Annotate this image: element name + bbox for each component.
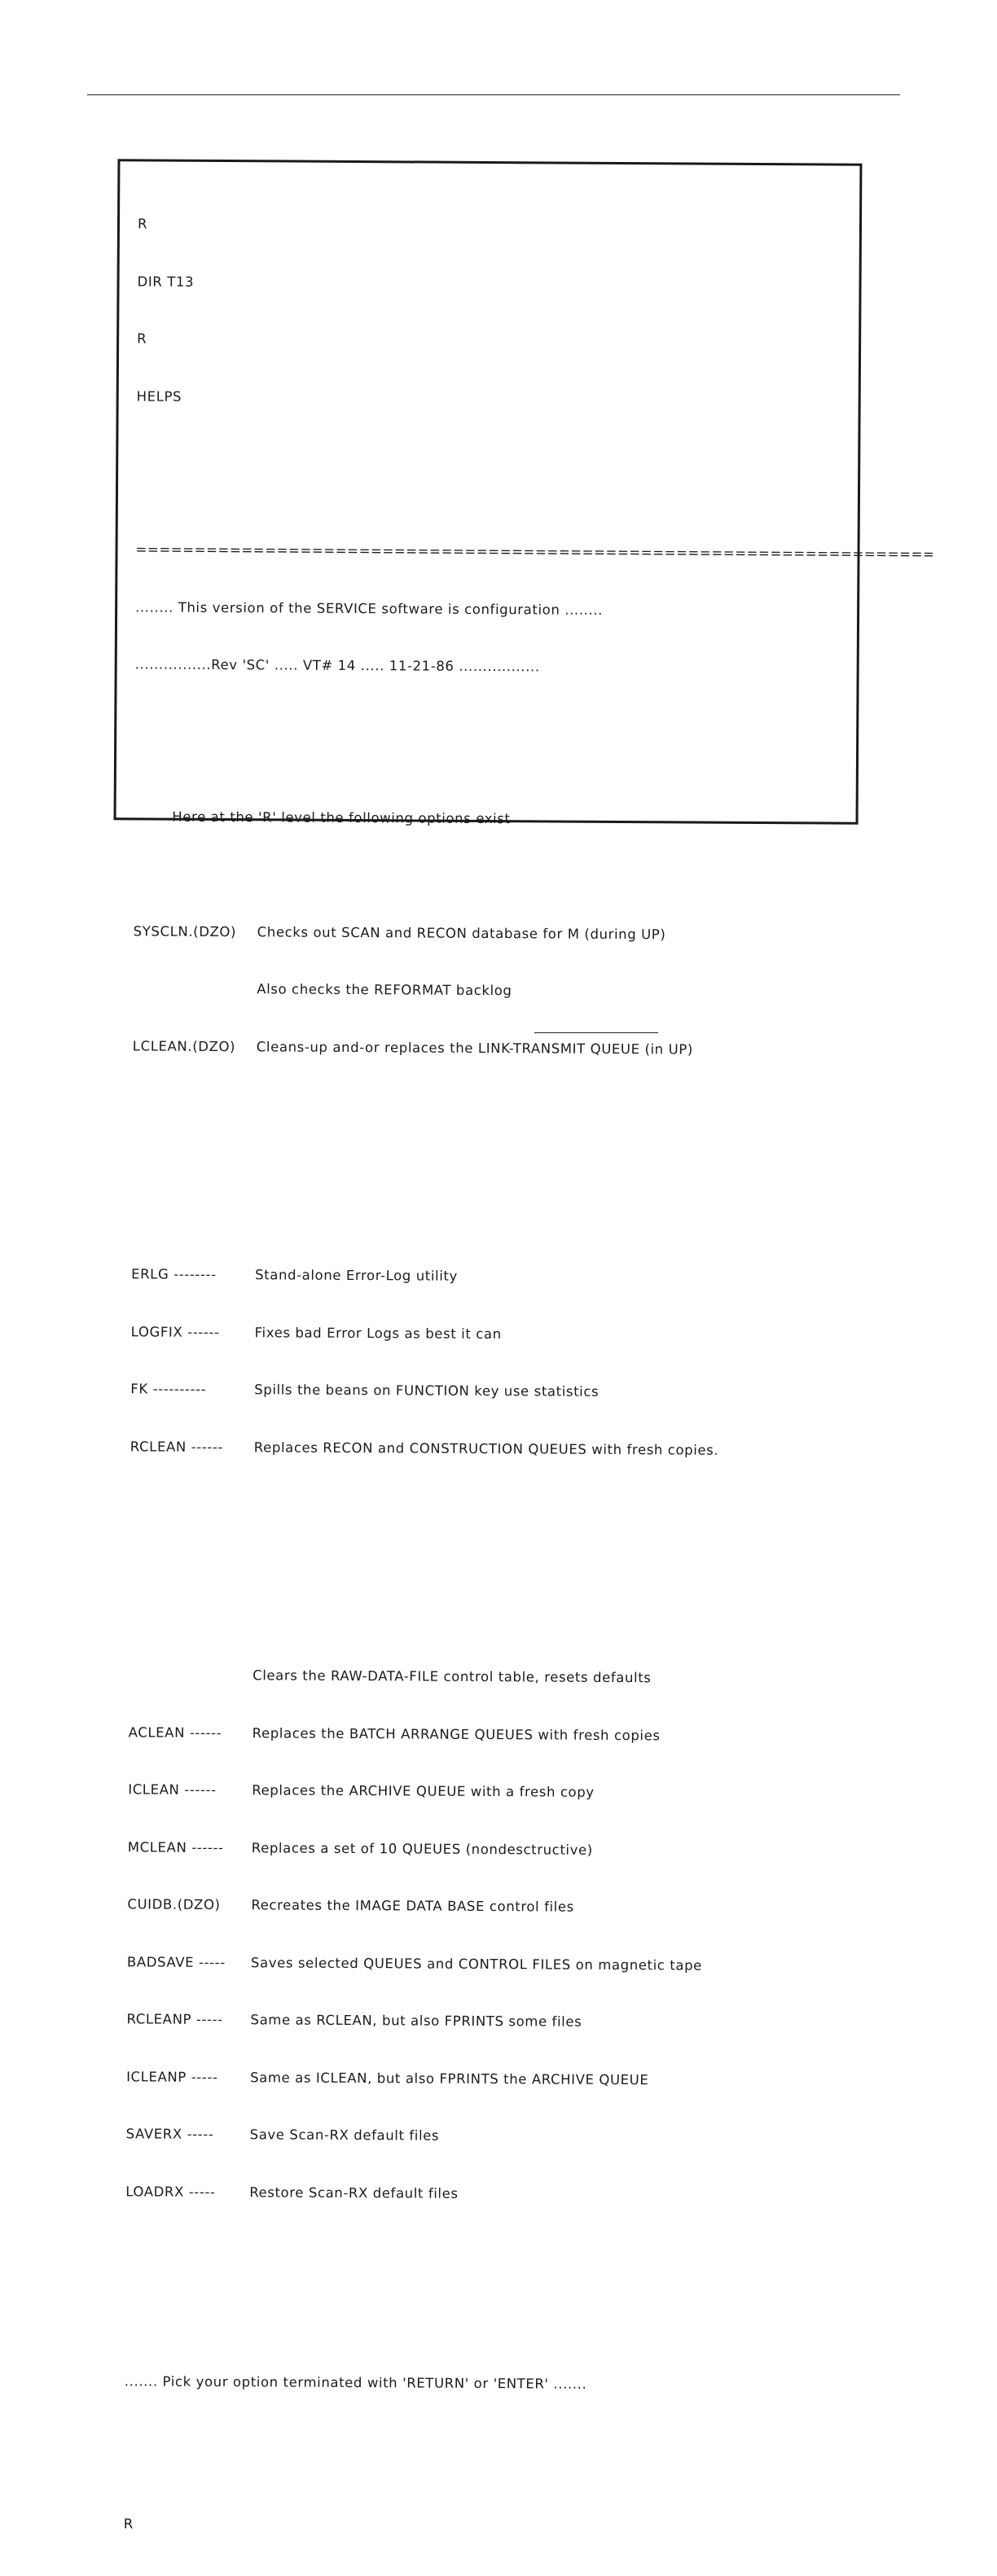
footer-rule [534,1032,658,1033]
option-group-1 [132,883,847,1098]
option-desc: Replaces a set of 10 QUEUES (nondesctructive) [251,1839,593,1858]
option-key [133,992,257,993]
option-key: FK ---------- [130,1381,207,1397]
option-row [126,2009,840,2033]
option-row [125,2182,839,2206]
option-desc: Spills the beans on FUNCTION key use statistics [254,1382,600,1400]
option-desc: Save Scan-RX default files [249,2127,440,2144]
intro-text: Here at the 'R' level the following options exist [172,808,511,826]
option-row [131,1264,845,1288]
option-key: ACLEAN ------ [128,1724,222,1741]
option-key: ERLG -------- [131,1266,217,1282]
option-desc: Replaces RECON and CONSTRUCTION QUEUES with fresh copies. [253,1439,719,1458]
prompt-line: DIR T13 [137,273,195,290]
option-key: ICLEAN ------ [128,1781,217,1798]
option-desc: Also checks the REFORMAT backlog [257,981,512,999]
option-row [126,2067,840,2091]
terminal-output [123,176,935,2575]
option-desc: Saves selected QUEUES and CONTROL FILES on magnetic tape [250,1954,703,1974]
option-group-3 [125,1627,843,2243]
option-key: SYSCLN.(DZO) [133,922,237,940]
prompt-line: R [137,331,147,347]
spacer [125,2297,838,2319]
option-desc: Checks out SCAN and RECON database for M (during UP) [257,923,666,942]
option-row [133,979,846,1002]
terminal-screenshot [114,159,935,2531]
option-key: RCLEANP ----- [126,2011,223,2028]
spacer [134,731,848,753]
option-row [131,1322,845,1346]
option-desc: Fixes bad Error Logs as best it can [254,1324,502,1342]
option-key: CUIDB.(DZO) [127,1896,221,1913]
option-row [133,1036,846,1060]
separator-line: ==================================================================== [135,541,935,563]
option-desc: Clears the RAW-DATA-FILE control table, resets defaults [253,1667,652,1686]
option-desc: Cleans-up and-or replaces the LINK-TRANSMIT QUEUE (in UP) [256,1038,693,1058]
prompt-line: R [137,216,148,232]
option-row [129,1665,842,1689]
spacer [124,2448,837,2460]
header-rule [87,94,900,95]
pick-option-prompt: ....... Pick your option terminated with 'RETURN' or 'ENTER' ....... [124,2373,587,2392]
option-row [130,1379,844,1403]
option-key: ICLEANP ----- [126,2068,218,2085]
spacer [136,463,850,487]
spacer [130,1552,843,1574]
option-row [126,2124,840,2148]
option-key: LCLEAN.(DZO) [132,1037,236,1054]
option-row [130,1437,844,1461]
option-desc: Recreates the IMAGE DATA BASE control files [251,1897,574,1915]
option-desc: Replaces the ARCHIVE QUEUE with a fresh copy [252,1782,595,1800]
final-prompt: R [123,2515,134,2531]
option-key: MCLEAN ------ [127,1838,224,1855]
banner-line: ........ This version of the SERVICE software is configuration ........ [135,598,604,618]
option-desc: Same as ICLEAN, but also FPRINTS the ARCHIVE QUEUE [250,2069,649,2088]
option-desc: Same as RCLEAN, but also FPRINTS some files [250,2012,582,2030]
option-key: RCLEAN ------ [130,1438,224,1455]
option-key: BADSAVE ----- [126,1953,226,1970]
prompt-line: HELPS [136,388,182,405]
option-row [134,922,847,945]
option-row [127,1895,841,1918]
option-desc: Replaces the BATCH ARRANGE QUEUES with fresh copies [252,1724,661,1743]
intro-line [134,807,847,830]
option-group-2 [130,1226,845,1498]
option-desc: Stand-alone Error-Log utility [255,1267,458,1284]
option-row [128,1780,841,1803]
option-key: LOADRX ----- [125,2183,216,2200]
option-key: SAVERX ----- [125,2126,214,2142]
option-desc: Restore Scan-RX default files [249,2184,459,2201]
option-row [129,1723,842,1746]
option-row [127,1952,841,1976]
option-row [128,1838,841,1861]
option-key: LOGFIX ------ [130,1323,220,1340]
option-key [129,1679,253,1680]
banner-line: ................Rev 'SC' ..... VT# 14 ..... 11-21-86 ................. [134,656,540,675]
spacer [132,1151,845,1173]
